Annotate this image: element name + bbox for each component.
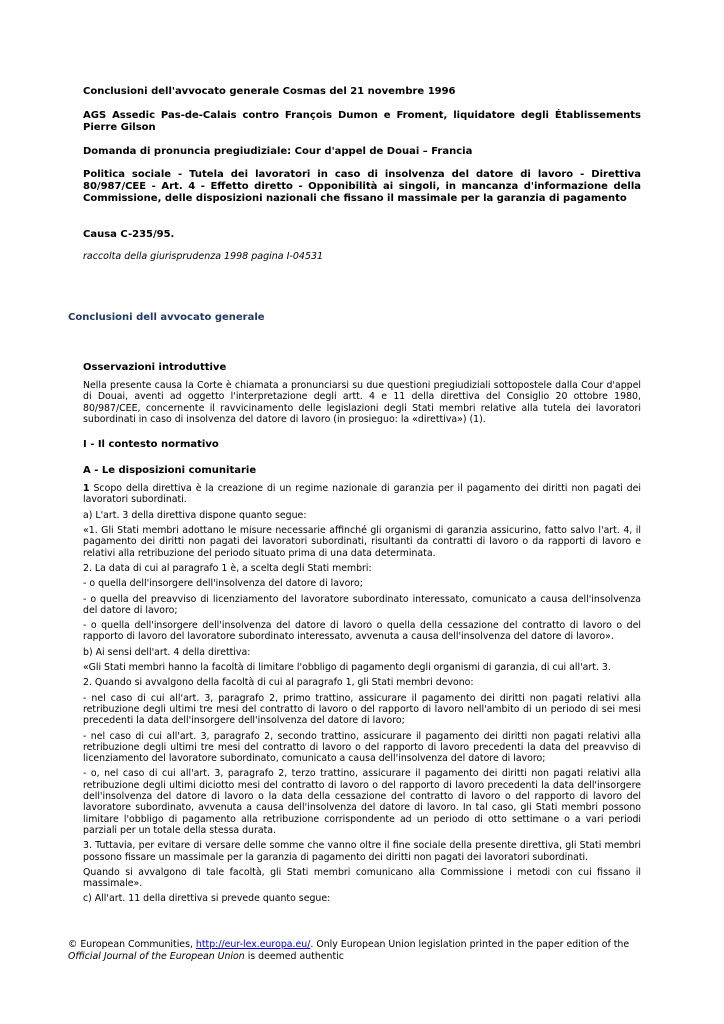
paragraph-8: b) Ai sensi dell'art. 4 della direttiva: xyxy=(83,646,251,658)
case-number: Causa C-235/95. xyxy=(83,229,175,240)
heading-community-provisions: A - Le disposizioni comunitarie xyxy=(83,465,257,477)
paragraph-10: 2. Quando si avvalgono della facoltà di cui al paragrafo 1, gli Stati membri devono: xyxy=(83,677,474,689)
paragraph-6: - o quella del preavviso di licenziamento del lavoratore subordinato interessato, comunicato a causa dell'insolvenza del datore di lavoro; xyxy=(83,593,641,616)
paragraph-7: - o quella dell'insorgere dell'insolvenza del datore di lavoro o quella della cessazione del contratto di lavoro o del rapporto di lavoro del lavoratore subordinato interessato, avvenuta a causa dell'insolvenza del datore di lavoro». xyxy=(83,620,641,643)
paragraph-1-text: Scopo della direttiva è la creazione di un regime nazionale di garanzia per il pagamento dei diritti non pagati dei lavoratori subordinati. xyxy=(83,483,641,506)
heading-legal-context: I - Il contesto normativo xyxy=(83,439,219,451)
document-body xyxy=(83,362,641,909)
paragraph-intro: Nella presente causa la Corte è chiamata a pronunciarsi su due questioni pregiudiziali sottopostele dalla Cour d'appel di Douai, aventi ad oggetto l'interpretazione degli artt. 4 e 11 della direttiva del Consiglio 20 ottobre 1980, 80/987/CEE, concernente il ravvicinamento delle legislazioni degli Stati membri relative alla tutela dei lavoratori subordinati in caso di insolvenza del datore di lavoro (in prosieguo: la «direttiva») (1). xyxy=(83,380,641,425)
case-parties: AGS Assedic Pas-de-Calais contro François Dumon e Froment, liquidatore degli Établissements Pierre Gilson xyxy=(83,110,641,133)
paragraph-5: - o quella dell'insorgere dell'insolvenza del datore di lavoro; xyxy=(83,578,363,590)
paragraph-11: - nel caso di cui all'art. 3, paragrafo 2, primo trattino, assicurare il pagamento dei diritti non pagati relativi alla retribuzione degli ultimi tre mesi del contratto di lavoro o del rapporto di lavoro nell'ambito di un periodo di sei mesi precedenti la data dell'insorgere dell'insolvenza del datore di lavoro; xyxy=(83,692,641,727)
heading-introduction: Osservazioni introduttive xyxy=(83,362,227,373)
copyright-footer xyxy=(68,939,648,963)
paragraph-9: «Gli Stati membri hanno la facoltà di limitare l'obbligo di pagamento degli organismi di garanzia, di cui all'art. 3. xyxy=(83,662,611,674)
footer-middle: . Only European Union legislation printed in the paper edition of the xyxy=(310,939,630,950)
paragraph-3: «1. Gli Stati membri adottano le misure necessarie affinché gli organismi di garanzia assicurino, fatto salvo l'art. 4, il pagamento dei diritti non pagati dei lavoratori subordinati, risultanti da contratti di lavoro o da rapporti di lavoro e relativi alla retribuzione del periodo situato prima di una data determinata. xyxy=(83,525,641,559)
official-journal-name: Official Journal of the European Union xyxy=(68,951,245,962)
subject-keywords: Politica sociale - Tutela dei lavoratori in caso di insolvenza del datore di lavoro - Direttiva 80/987/CEE - Art. 4 - Effetto diretto - Opponibilità ai singoli, in mancanza d'informazione della Commissione, delle disposizioni nazionali che fissano il massimale per la garanzia di pagamento xyxy=(83,169,641,204)
report-reference: raccolta della giurisprudenza 1998 pagina I-04531 xyxy=(83,251,324,262)
eur-lex-link[interactable]: http://eur-lex.europa.eu/ xyxy=(195,939,311,950)
document-title: Conclusioni dell'avvocato generale Cosmas del 21 novembre 1996 xyxy=(83,86,456,97)
footer-prefix: © European Communities, xyxy=(68,939,196,950)
paragraph-2: a) L'art. 3 della direttiva dispone quanto segue: xyxy=(83,509,307,521)
paragraph-14: 3. Tuttavia, per evitare di versare delle somme che vanno oltre il fine sociale della presente direttiva, gli Stati membri possono fissare un massimale per la garanzia di pagamento dei diritti non pagati dei lavoratori subordinati. xyxy=(83,840,641,863)
section-title: Conclusioni dell avvocato generale xyxy=(68,312,265,323)
paragraph-16: c) All'art. 11 della direttiva si prevede quanto segue: xyxy=(83,893,331,905)
footer-suffix: is deemed authentic xyxy=(244,951,344,962)
paragraph-12: - nel caso di cui all'art. 3, paragrafo 2, secondo trattino, assicurare il pagamento dei diritti non pagati relativi alla retribuzione degli ultimi tre mesi del contratto di lavoro o del rapporto di lavoro precedenti la data del preavviso di licenziamento del lavoratore subordinato, comunicato a causa dell'insolvenza del datore di lavoro; xyxy=(83,730,641,765)
paragraph-15: Quando si avvalgono di tale facoltà, gli Stati membri comunicano alla Commissione i metodi con cui fissano il massimale». xyxy=(83,866,641,890)
reference-court: Domanda di pronuncia pregiudiziale: Cour d'appel de Douai – Francia xyxy=(83,146,473,157)
paragraph-13: - o, nel caso di cui all'art. 3, paragrafo 2, terzo trattino, assicurare il pagamento dei diritti non pagati relativi alla retribuzione degli ultimi diciotto mesi del contratto di lavoro o del rapporto di lavoro precedenti la data dell'insorgere dell'insolvenza del datore di lavoro o la data della cessazione del contratto di lavoro o del rapporto di lavoro del lavoratore subordinato, avvenuta a causa dell'insolvenza del datore di lavoro. In tal caso, gli Stati membri possono limitare l'obbligo di pagamento alla retribuzione corrispondente ad un periodo di otto settimane o a vari periodi parziali per un totale della stessa durata. xyxy=(83,768,641,836)
paragraph-number: 1 xyxy=(83,483,90,495)
paragraph-1 xyxy=(83,483,641,506)
paragraph-4: 2. La data di cui al paragrafo 1 è, a scelta degli Stati membri: xyxy=(83,562,372,574)
